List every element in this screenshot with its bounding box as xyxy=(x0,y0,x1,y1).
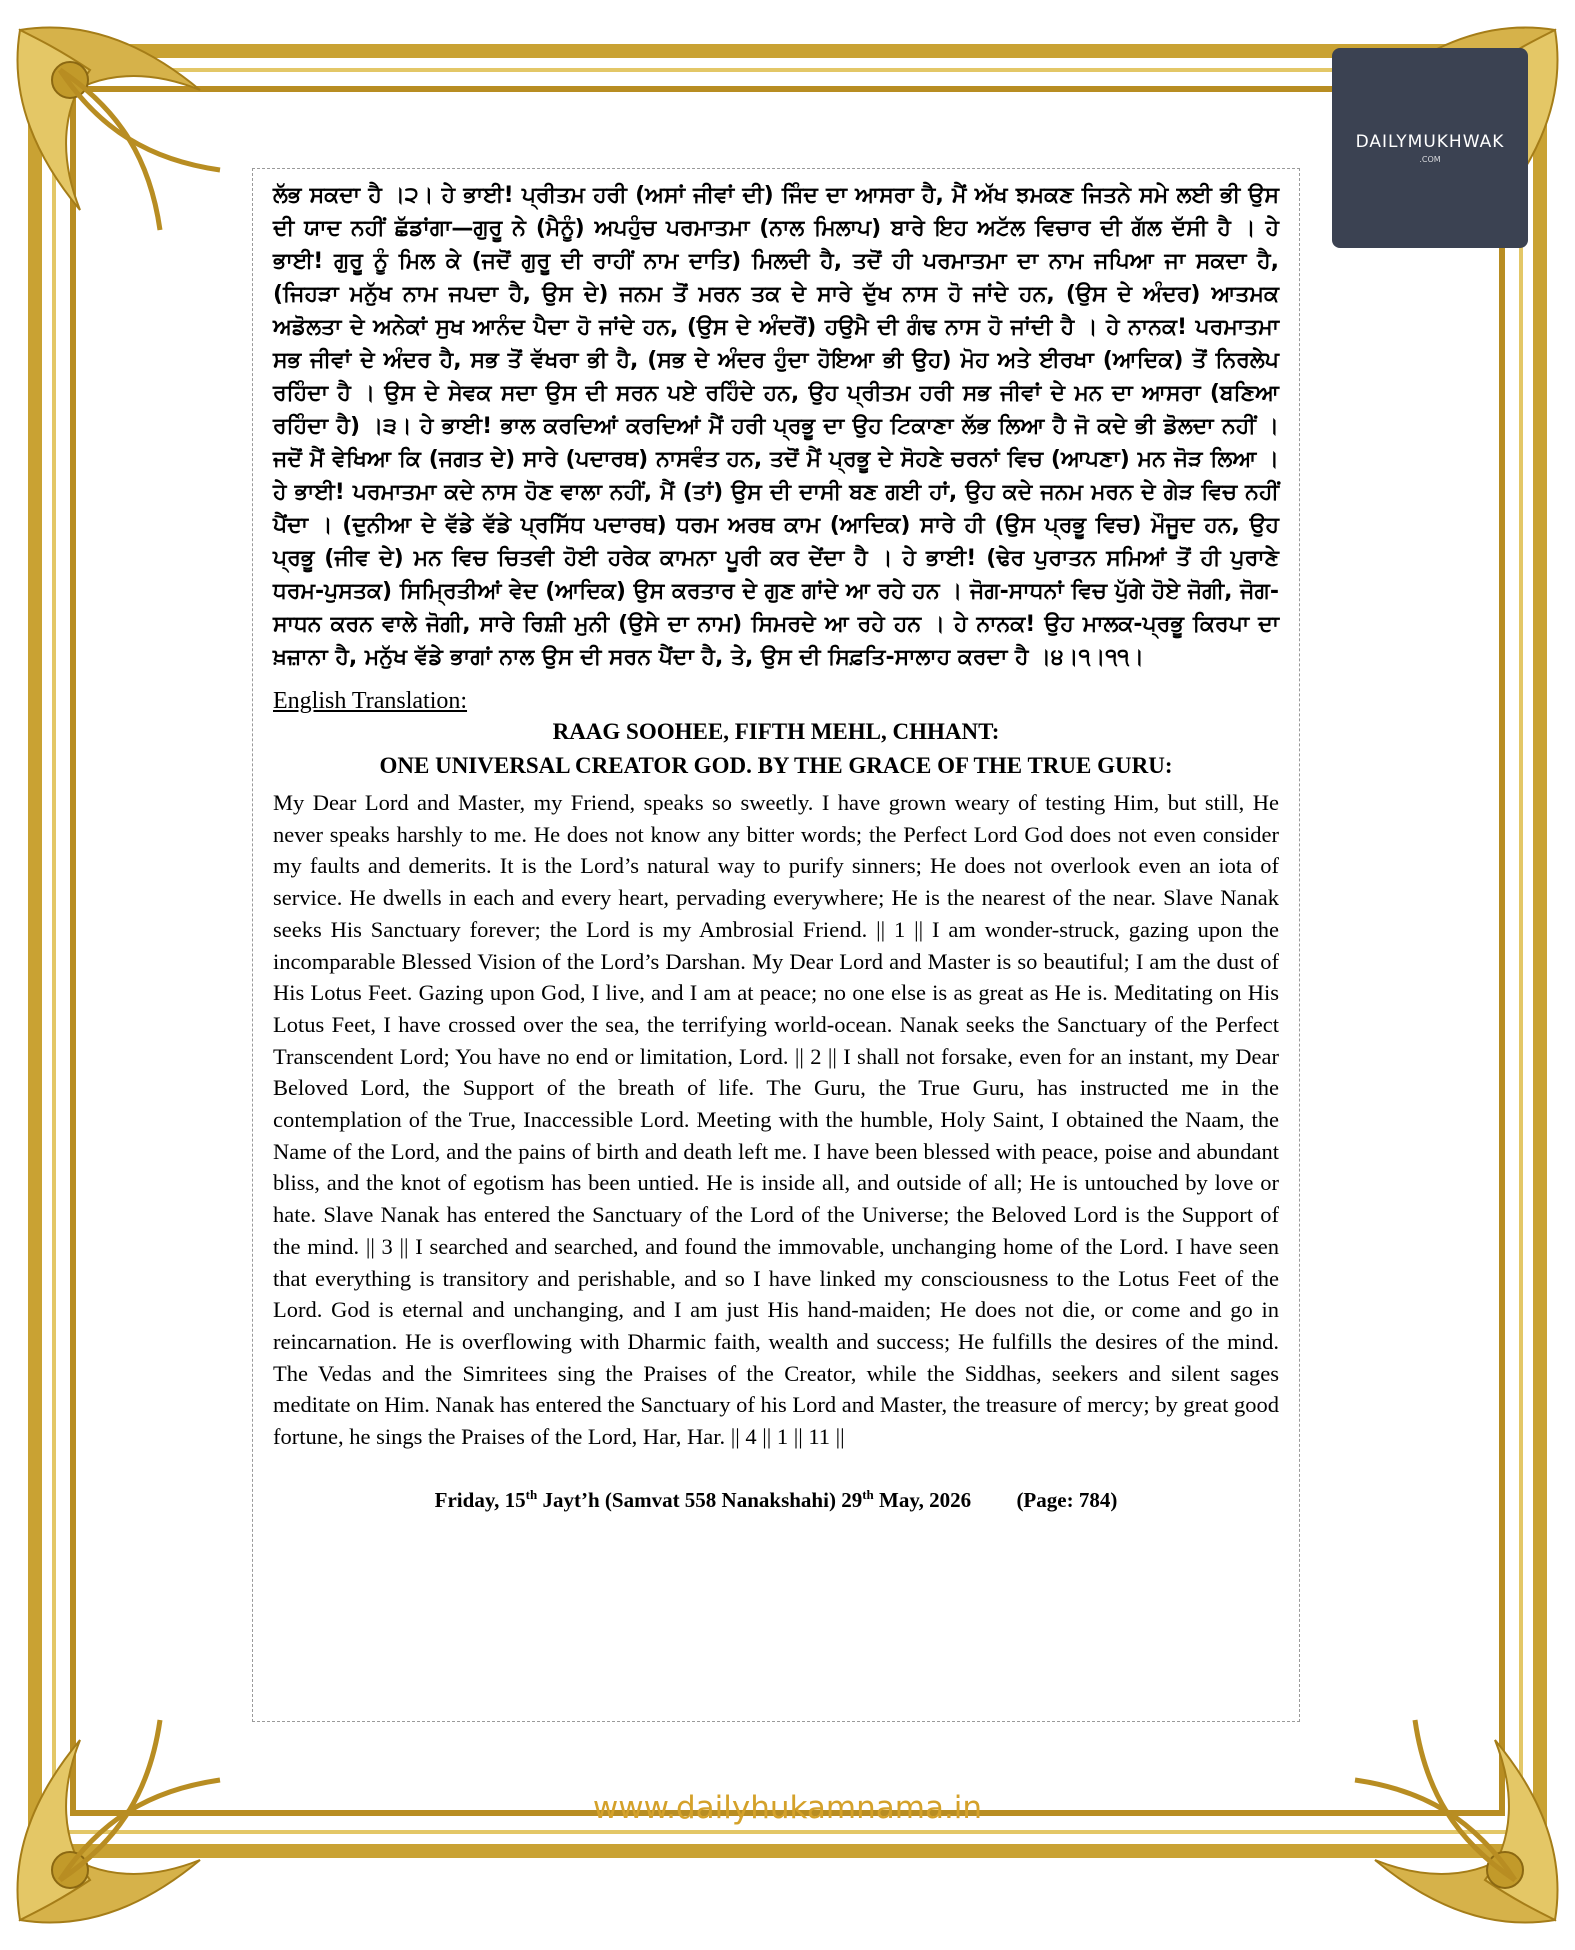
creator-heading: ONE UNIVERSAL CREATOR GOD. BY THE GRACE OF THE TRUE GURU: xyxy=(379,753,1173,778)
date-sup-1: th xyxy=(525,1486,538,1502)
hukamnama-content-box xyxy=(252,168,1300,1722)
date-text-1: Friday, 15 xyxy=(434,1487,526,1512)
website-url: www.dailyhukamnama.in xyxy=(592,1790,983,1826)
english-translation-heading: English Translation: xyxy=(273,688,468,714)
english-translation-text: My Dear Lord and Master, my Friend, speaks so sweetly. I have grown weary of testing Him, but still, He never speaks harshly to me. He does not know any bitter words; the Perfect Lord God does not even consider my faults and demerits. It is the Lord’s natural way to purify sinners; He does not overlook even an iota of service. He dwells in each and every heart, pervading everywhere; He is the nearest of the near. Slave Nanak seeks His Sanctuary forever; the Lord is my Ambrosial Friend. || 1 || I am wonder-struck, gazing upon the incomparable Blessed Vision of the Lord’s Darshan. My Dear Lord and Master is so beautiful; I am the dust of His Lotus Feet. Gazing upon God, I live, and I am at peace; no one else is as great as He is. Meditating on His Lotus Feet, I have crossed over the sea, the terrifying world-ocean. Nanak seeks the Sanctuary of the Perfect Transcendent Lord; You have no end or limitation, Lord. || 2 || I shall not forsake, even for an instant, my Dear Beloved Lord, the Support of the breath of life. The Guru, the True Guru, has instructed me in the contemplation of the True, Inaccessible Lord. Meeting with the humble, Holy Saint, I obtained the Naam, the Name of the Lord, and the pains of birth and death left me. I have been blessed with peace, poise and abundant bliss, and the knot of egotism has been untied. He is inside all, and outside of all; He is untouched by love or hate. Slave Nanak has entered the Sanctuary of the Lord of the Universe; the Beloved Lord is the Support of the mind. || 3 || I searched and searched, and found the immovable, unchanging home of the Lord. I have seen that everything is transitory and perishable, and so I have linked my consciousness to the Lotus Feet of the Lord. God is eternal and unchanging, and I am just His hand-maiden; He does not die, or come and go in reincarnation. He is overflowing with Dharmic faith, wealth and success; He fulfills the desires of the mind. The Vedas and the Simritees sing the Praises of the Creator, while the Siddhas, seekers and silent sages meditate on Him. Nanak has entered the Sanctuary of his Lord and Master, the treasure of mercy; by great good fortune, he sings the Praises of the Lord, Har, Har. || 4 || 1 || 11 || xyxy=(273,790,1279,1450)
logo-brand-text: DAILYMUKHWAK xyxy=(1355,132,1505,152)
punjabi-explanation: ਲੱਭ ਸਕਦਾ ਹੈ ।੨। ਹੇ ਭਾਈ! ਪ੍ਰੀਤਮ ਹਰੀ (ਅਸਾਂ ਜੀਵਾਂ ਦੀ) ਜਿੰਦ ਦਾ ਆਸਰਾ ਹੈ, ਮੈਂ ਅੱਖ ਝਮਕਣ ਜਿਤਨੇ ਸਮੇ ਲਈ ਭੀ ਉਸ ਦੀ ਯਾਦ ਨਹੀਂ ਛੱਡਾਂਗਾ—ਗੁਰੂ ਨੇ (ਮੈਨੂੰ) ਅਪਹੁੰਚ ਪਰਮਾਤਮਾ (ਨਾਲ ਮਿਲਾਪ) ਬਾਰੇ ਇਹ ਅਟੱਲ ਵਿਚਾਰ ਦੀ ਗੱਲ ਦੱਸੀ ਹੈ । ਹੇ ਭਾਈ! ਗੁਰੂ ਨੂੰ ਮਿਲ ਕੇ (ਜਦੋਂ ਗੁਰੂ ਦੀ ਰਾਹੀਂ ਨਾਮ ਦਾਤਿ) ਮਿਲਦੀ ਹੈ, ਤਦੋਂ ਹੀ ਪਰਮਾਤਮਾ ਦਾ ਨਾਮ ਜਪਿਆ ਜਾ ਸਕਦਾ ਹੈ, (ਜਿਹੜਾ ਮਨੁੱਖ ਨਾਮ ਜਪਦਾ ਹੈ, ਉਸ ਦੇ) ਜਨਮ ਤੋਂ ਮਰਨ ਤਕ ਦੇ ਸਾਰੇ ਦੁੱਖ ਨਾਸ ਹੋ ਜਾਂਦੇ ਹਨ, (ਉਸ ਦੇ ਅੰਦਰ) ਆਤਮਕ ਅਡੋਲਤਾ ਦੇ ਅਨੇਕਾਂ ਸੁਖ ਆਨੰਦ ਪੈਦਾ ਹੋ ਜਾਂਦੇ ਹਨ, (ਉਸ ਦੇ ਅੰਦਰੋਂ) ਹਉਮੈ ਦੀ ਗੰਢ ਨਾਸ ਹੋ ਜਾਂਦੀ ਹੈ । ਹੇ ਨਾਨਕ! ਪਰਮਾਤਮਾ ਸਭ ਜੀਵਾਂ ਦੇ ਅੰਦਰ ਹੈ, ਸਭ ਤੋਂ ਵੱਖਰਾ ਭੀ ਹੈ, (ਸਭ ਦੇ ਅੰਦਰ ਹੁੰਦਾ ਹੋਇਆ ਭੀ ਉਹ) ਮੋਹ ਅਤੇ ਈਰਖਾ (ਆਦਿਕ) ਤੋਂ ਨਿਰਲੇਪ ਰਹਿੰਦਾ ਹੈ । ਉਸ ਦੇ ਸੇਵਕ ਸਦਾ ਉਸ ਦੀ ਸਰਨ ਪਏ ਰਹਿੰਦੇ ਹਨ, ਉਹ ਪ੍ਰੀਤਮ ਹਰੀ ਸਭ ਜੀਵਾਂ ਦੇ ਮਨ ਦਾ ਆਸਰਾ (ਬਣਿਆ ਰਹਿੰਦਾ ਹੈ) ।੩। ਹੇ ਭਾਈ! ਭਾਲ ਕਰਦਿਆਂ ਕਰਦਿਆਂ ਮੈਂ ਹਰੀ ਪ੍ਰਭੂ ਦਾ ਉਹ ਟਿਕਾਣਾ ਲੱਭ ਲਿਆ ਹੈ ਜੋ ਕਦੇ ਭੀ ਡੋਲਦਾ ਨਹੀਂ । ਜਦੋਂ ਮੈਂ ਵੇਖਿਆ ਕਿ (ਜਗਤ ਦੇ) ਸਾਰੇ (ਪਦਾਰਥ) ਨਾਸਵੰਤ ਹਨ, ਤਦੋਂ ਮੈਂ ਪ੍ਰਭੂ ਦੇ ਸੋਹਣੇ ਚਰਨਾਂ ਵਿਚ (ਆਪਣਾ) ਮਨ ਜੋੜ ਲਿਆ । ਹੇ ਭਾਈ! ਪਰਮਾਤਮਾ ਕਦੇ ਨਾਸ ਹੋਣ ਵਾਲਾ ਨਹੀਂ, ਮੈਂ (ਤਾਂ) ਉਸ ਦੀ ਦਾਸੀ ਬਣ ਗਈ ਹਾਂ, ਉਹ ਕਦੇ ਜਨਮ ਮਰਨ ਦੇ ਗੇੜ ਵਿਚ ਨਹੀਂ ਪੈਂਦਾ । (ਦੁਨੀਆ ਦੇ ਵੱਡੇ ਵੱਡੇ ਪ੍ਰਸਿੱਧ ਪਦਾਰਥ) ਧਰਮ ਅਰਥ ਕਾਮ (ਆਦਿਕ) ਸਾਰੇ ਹੀ (ਉਸ ਪ੍ਰਭੂ ਵਿਚ) ਮੌਜੂਦ ਹਨ, ਉਹ ਪ੍ਰਭੂ (ਜੀਵ ਦੇ) ਮਨ ਵਿਚ ਚਿਤਵੀ ਹੋਈ ਹਰੇਕ ਕਾਮਨਾ ਪੂਰੀ ਕਰ ਦੇਂਦਾ ਹੈ । ਹੇ ਭਾਈ! (ਢੇਰ ਪੁਰਾਤਨ ਸਮਿਆਂ ਤੋਂ ਹੀ ਪੁਰਾਣੇ ਧਰਮ-ਪੁਸਤਕ) ਸਿਮ੍ਰਿਤੀਆਂ ਵੇਦ (ਆਦਿਕ) ਉਸ ਕਰਤਾਰ ਦੇ ਗੁਣ ਗਾਂਦੇ ਆ ਰਹੇ ਹਨ । ਜੋਗ-ਸਾਧਨਾਂ ਵਿਚ ਪੁੱਗੇ ਹੋਏ ਜੋਗੀ, ਜੋਗ-ਸਾਧਨ ਕਰਨ ਵਾਲੇ ਜੋਗੀ, ਸਾਰੇ ਰਿਸ਼ੀ ਮੁਨੀ (ਉਸੇ ਦਾ ਨਾਮ) ਸਿਮਰਦੇ ਆ ਰਹੇ ਹਨ । ਹੇ ਨਾਨਕ! ਉਹ ਮਾਲਕ-ਪ੍ਰਭੂ ਕਿਰਪਾ ਦਾ ਖ਼ਜ਼ਾਨਾ ਹੈ, ਮਨੁੱਖ ਵੱਡੇ ਭਾਗਾਂ ਨਾਲ ਉਸ ਦੀ ਸਰਨ ਪੈਂਦਾ ਹੈ, ਤੇ, ਉਸ ਦੀ ਸਿਫ਼ਤਿ-ਸਾਲਾਹ ਕਰਦਾ ਹੈ ।੪।੧।੧੧। xyxy=(273,183,1279,670)
date-sup-2: th xyxy=(862,1486,874,1502)
ornament-corner-top-left xyxy=(0,10,230,240)
date-text-3: May, 2026 xyxy=(873,1487,972,1512)
logo-sub-text: .COM xyxy=(1419,155,1441,164)
page-reference: (Page: 784) xyxy=(1016,1487,1118,1512)
dailymukhwak-logo xyxy=(1332,48,1528,248)
raag-heading: RAAG SOOHEE, FIFTH MEHL, CHHANT: xyxy=(552,719,1000,744)
date-line xyxy=(273,1487,1279,1513)
date-text-2: Jayt’h (Samvat 558 Nanakshahi) 29 xyxy=(537,1487,863,1512)
